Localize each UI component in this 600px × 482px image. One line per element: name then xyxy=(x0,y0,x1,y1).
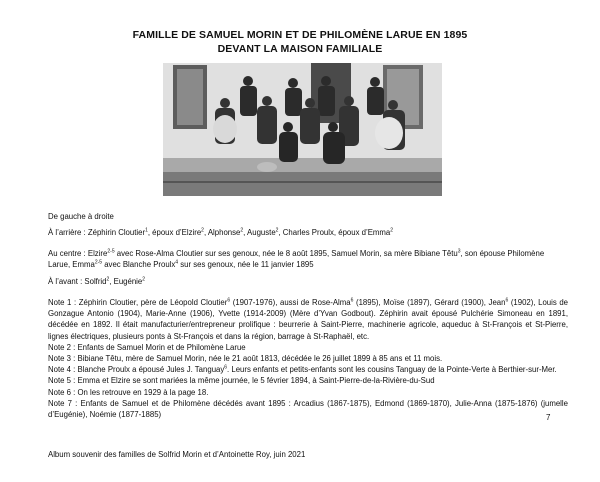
document-subtitle: DEVANT LA MAISON FAMILIALE xyxy=(217,43,383,55)
note-5: Note 5 : Emma et Elzire se sont mariées la même journée, le 5 février 1894, à Saint-Pierre-de-la-Rivière-du-Sud xyxy=(48,376,435,386)
family-photo-illustration xyxy=(163,63,442,196)
center-row-caption: Au centre : Elzire$^{2-5}$ avec Rose-Alma Cloutier sur ses genoux, née le 8 août 1895, Samuel Morin, sa mère Bibiane Têtu$^3$, son épouse Philomène Larue, Emma$^{2-5}$ avec Blanche Proulx$^4$ sur ses genoux, née le 11 janvier 1895 xyxy=(48,248,545,270)
back-row-caption: À l’arrière : Zéphirin Cloutier$^1$, époux d’Elzire$^2$, Alphonse$^2$, Auguste$^2$, Charles Proulx, époux d’Emma$^2$ xyxy=(48,227,394,237)
intro-text: De gauche à droite xyxy=(48,212,114,221)
note-2: Note 2 : Enfants de Samuel Morin et de Philomène Larue xyxy=(48,342,246,352)
family-photo xyxy=(163,63,442,196)
note-3: Note 3 : Bibiane Têtu, mère de Samuel Morin, née le 21 août 1813, décédée le 26 juillet 1899 à 85 ans et 11 mois. xyxy=(48,354,443,364)
note-1: Note 1 : Zéphirin Cloutier, père de Léopold Cloutier$^6$ (1907-1976), aussi de Rose-Alma$^6$ (1895), Moïse (1897), Gérard (1900), Jean$^6$ (1902), Louis de Gonzague Antonio (1904), Marie-Anne (1906), Yvette (1914-2009) (Mère d’Yvan Godbout). Zéphirin avait épousé Pulchérie Simoneau en 1891, décédée en 1892. Il était manufacturier/entrepreneur prolifique : beurrerie à Saint-Pierre, machinerie agricole, aqueduc à St-François et St-Pierre, lignes électriques, plusieurs ponts à St-François et dans la région, barrage à St-Raphaël, etc. xyxy=(48,297,569,341)
note-6: Note 6 : On les retrouve en 1929 à la page 18. xyxy=(48,387,209,397)
document-title: FAMILLE DE SAMUEL MORIN ET DE PHILOMÈNE LARUE EN 1895 xyxy=(132,29,468,41)
page-footer: Album souvenir des familles de Solfrid Morin et d’Antoinette Roy, juin 2021 xyxy=(48,450,306,459)
note-4: Note 4 : Blanche Proulx a épousé Jules J. Tanguay$^6$. Leurs enfants et petits-enfants sont les cousins Tanguay de la Pointe-Verte à Berthier-sur-Mer. xyxy=(48,364,557,375)
page-number: 7 xyxy=(546,413,551,422)
front-row-caption: À l’avant : Solfrid$^2$, Eugénie$^2$ xyxy=(48,276,146,286)
note-7: Note 7 : Enfants de Samuel et de Philomène décédés avant 1895 : Arcadius (1867-1875), Edmond (1869-1870), Julie-Anna (1875-1876) (jumelle d’Eugénie), Noémie (1877-1885) xyxy=(48,398,568,420)
notes-section xyxy=(48,297,568,420)
